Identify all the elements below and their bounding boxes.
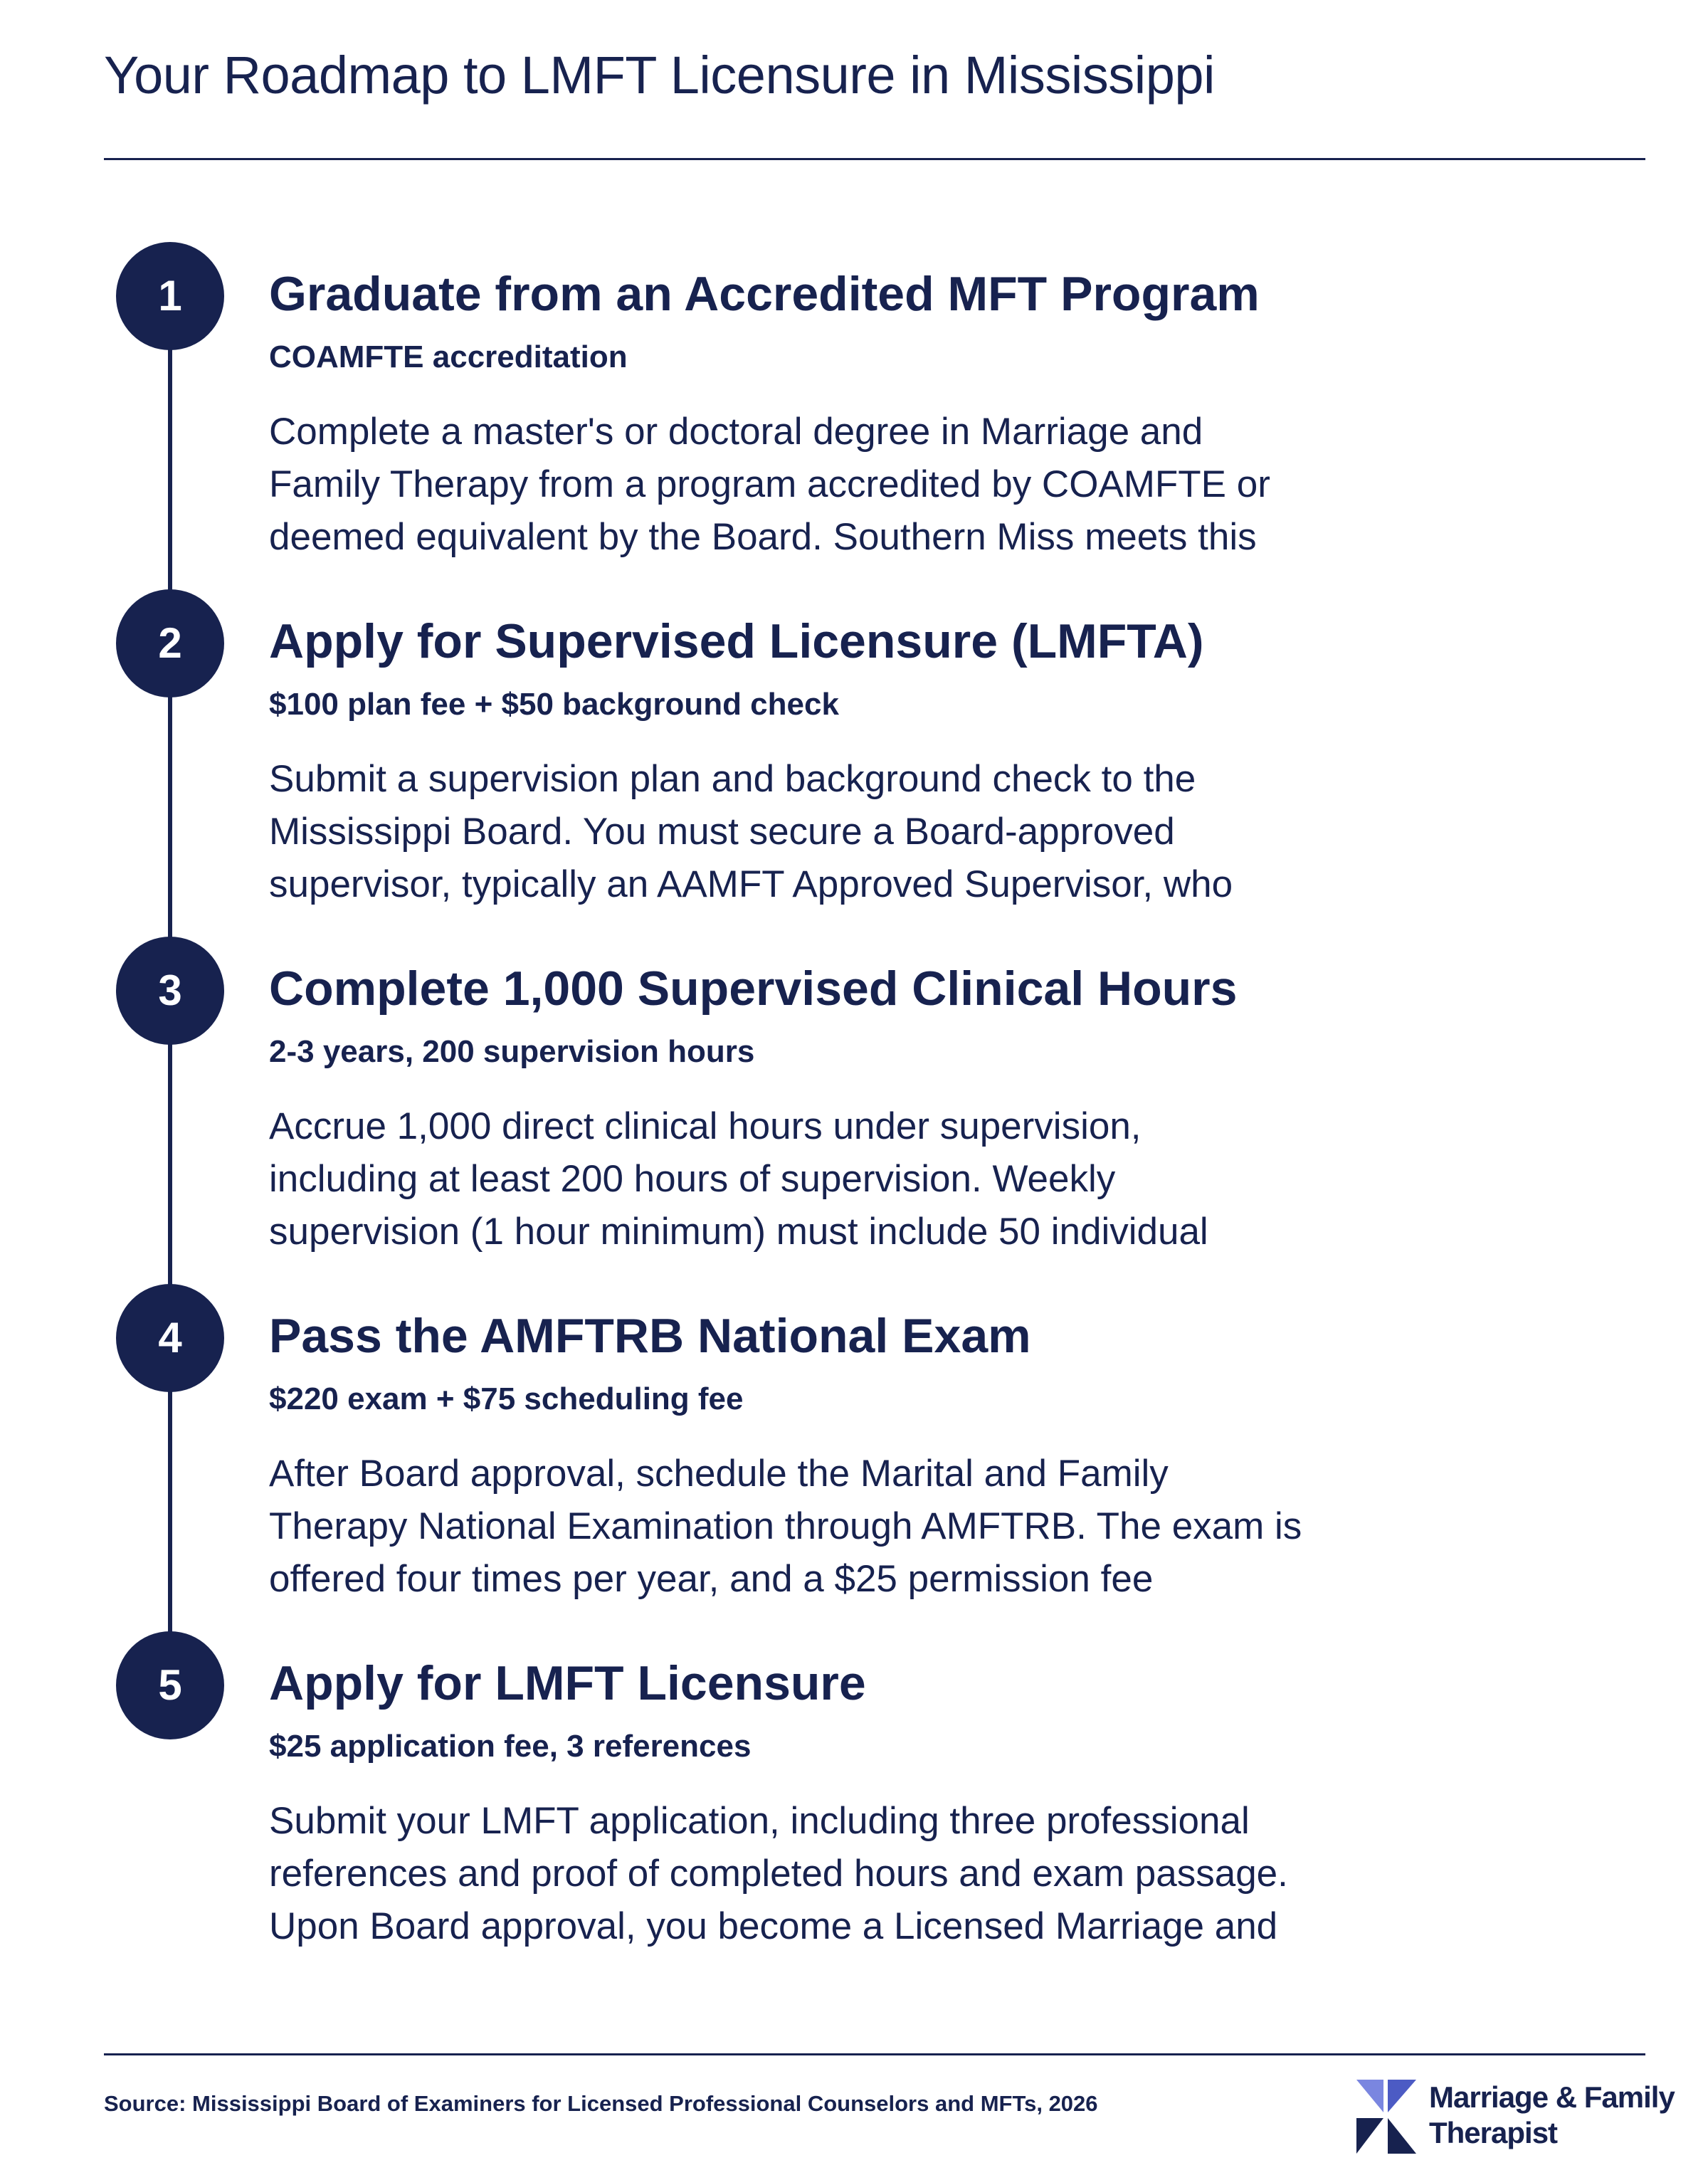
step-title: Pass the AMFTRB National Exam (269, 1309, 1031, 1363)
step-description-line: references and proof of completed hours and exam passage. (269, 1853, 1288, 1895)
step-description-line: Complete a master's or doctoral degree in Marriage and (269, 411, 1203, 453)
step-description-line: After Board approval, schedule the Marital and Family (269, 1453, 1169, 1495)
step-description-line: Accrue 1,000 direct clinical hours under supervision, (269, 1105, 1142, 1147)
brand-wordmark-line: Therapist (1429, 2116, 1558, 2149)
step-5 (0, 1631, 1708, 1959)
step-description-line: Family Therapy from a program accredited by COAMFTE or (269, 463, 1270, 505)
brand-mark-icon (1352, 2077, 1420, 2157)
step-number-badge: 1 (116, 242, 224, 350)
step-description-line: Submit a supervision plan and background check to the (269, 758, 1196, 800)
header-divider (104, 158, 1645, 160)
source-note: Source: Mississippi Board of Examiners for Licensed Professional Counselors and MFTs, 2026 (104, 2091, 1098, 2116)
step-subtitle: 2-3 years, 200 supervision hours (269, 1034, 755, 1069)
step-subtitle: COAMFTE accreditation (269, 339, 628, 374)
step-description-line: supervisor, typically an AAMFT Approved Supervisor, who (269, 863, 1233, 905)
step-description (269, 753, 1436, 911)
brand-wordmark (1429, 2080, 1675, 2151)
step-description-line: offered four times per year, and a $25 permission fee (269, 1558, 1154, 1600)
page-title: Your Roadmap to LMFT Licensure in Mississippi (104, 46, 1215, 105)
step-description (269, 406, 1436, 564)
step-3 (0, 937, 1708, 1264)
step-2 (0, 589, 1708, 917)
step-title: Complete 1,000 Supervised Clinical Hours (269, 962, 1238, 1016)
step-subtitle: $100 plan fee + $50 background check (269, 687, 839, 722)
step-description (269, 1448, 1436, 1606)
step-description-line: including at least 200 hours of supervision. Weekly (269, 1158, 1116, 1200)
step-number-badge: 2 (116, 589, 224, 697)
step-description-line: deemed equivalent by the Board. Southern Miss meets this (269, 516, 1257, 558)
step-number-badge: 3 (116, 937, 224, 1045)
step-subtitle: $25 application fee, 3 references (269, 1729, 752, 1764)
step-description (269, 1795, 1436, 1953)
step-subtitle: $220 exam + $75 scheduling fee (269, 1381, 744, 1416)
brand-wordmark-line: Marriage & Family (1429, 2080, 1675, 2114)
step-1 (0, 242, 1708, 569)
step-description-line: Mississippi Board. You must secure a Board-approved (269, 811, 1175, 853)
step-description-line: Submit your LMFT application, including three professional (269, 1800, 1250, 1842)
step-description-line: supervision (1 hour minimum) must include 50 individual (269, 1211, 1208, 1253)
step-4 (0, 1284, 1708, 1611)
step-title: Apply for Supervised Licensure (LMFTA) (269, 614, 1204, 668)
step-title: Apply for LMFT Licensure (269, 1656, 866, 1710)
step-description-line: Upon Board approval, you become a Licensed Marriage and (269, 1905, 1278, 1947)
footer-divider (104, 2053, 1645, 2055)
step-number-badge: 4 (116, 1284, 224, 1392)
brand-logo (1352, 2077, 1675, 2157)
step-description (269, 1100, 1436, 1258)
step-title: Graduate from an Accredited MFT Program (269, 267, 1260, 321)
step-description-line: Therapy National Examination through AMFTRB. The exam is (269, 1505, 1302, 1547)
step-number-badge: 5 (116, 1631, 224, 1739)
